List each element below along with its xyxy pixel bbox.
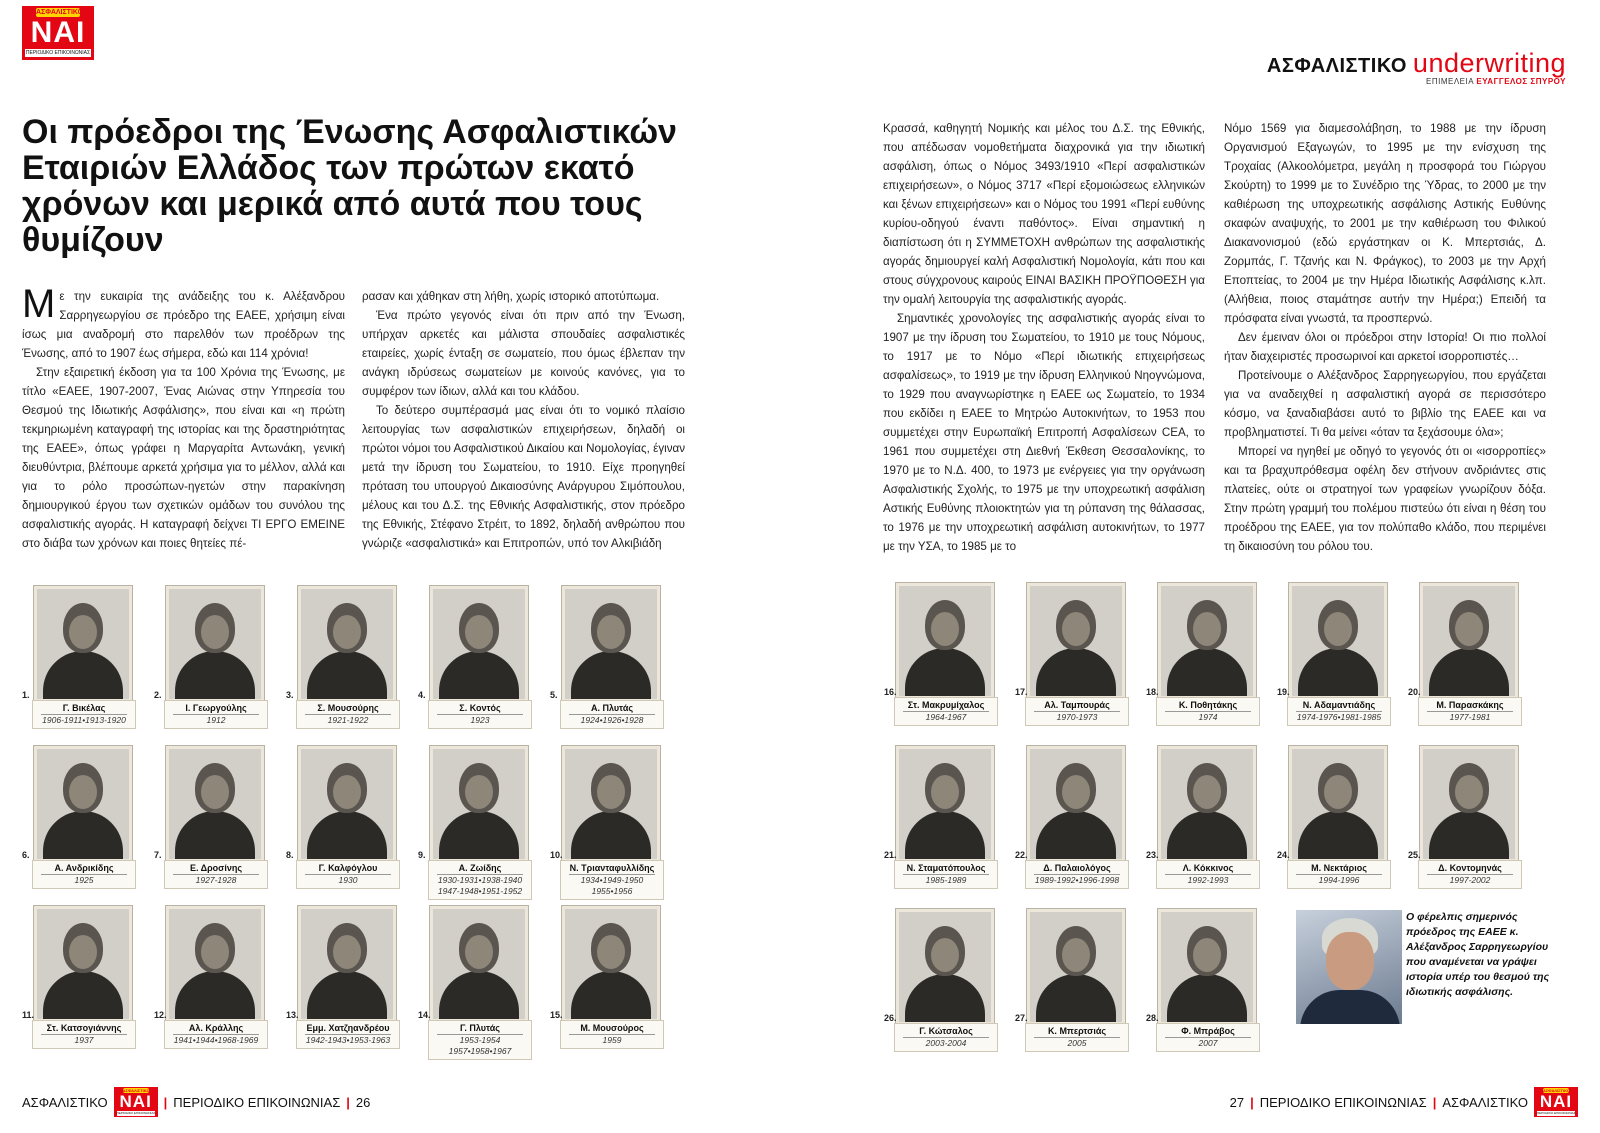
president-portrait [430,906,528,1022]
president-years: 2005 [1067,1038,1087,1048]
president-years: 1912 [206,715,226,725]
president-years: 1959 [602,1035,622,1045]
name-plate [428,860,532,900]
president-card [22,906,150,1064]
president-number: 15. [550,1010,563,1020]
name-plate [1025,697,1129,726]
logo-bottom-text: ΠΕΡΙΟΔΙΚΟ ΕΠΙΚΟΙΝΩΝΙΑΣ [25,50,91,56]
president-name: Φ. Μπράβος [1165,1025,1251,1038]
president-name: Ν. Σταματόπουλος [903,862,989,875]
president-years: 1921-1922 [327,715,369,725]
president-number: 25. [1408,850,1421,860]
footer-subtitle: ΠΕΡΙΟΔΙΚΟ ΕΠΙΚΟΙΝΩΝΙΑΣ [173,1094,341,1110]
president-number: 12. [154,1010,167,1020]
president-card [1015,746,1143,904]
president-portrait [1027,583,1125,699]
photo-caption: Ο φέρελπις σημερινός πρόεδρος της ΕΑΕΕ κ. Αλέξανδρος Σαρρηγεωργίου που αναμένεται να γράψει ιστορία υπέρ του θεσμού της ιδιωτικής ασφάλισης. [1406,911,1550,998]
president-years: 1923 [470,715,490,725]
name-plate [894,860,998,889]
footer-divider: | [163,1094,168,1110]
page-number: 26 [355,1094,371,1110]
president-portrait [1289,746,1387,862]
president-name: Σ. Μουσούρης [305,702,391,715]
president-number: 17. [1015,687,1028,697]
president-number: 4. [418,690,426,700]
president-number: 21. [884,850,897,860]
president-portrait [1420,583,1518,699]
president-card [286,906,414,1064]
president-years: 1930 [338,875,358,885]
president-name: Ν. Τριανταφυλλίδης [569,863,655,873]
president-years: 1997-2002 [1449,875,1491,885]
name-plate [1287,860,1391,889]
logo-main-text: ΝΑΙ [30,16,86,49]
president-card [286,586,414,744]
president-years: 1994-1996 [1318,875,1360,885]
president-name: Γ. Κώτσαλος [903,1025,989,1038]
president-name: Δ. Κοντομηνάς [1427,862,1513,875]
president-portrait [166,586,264,702]
president-card [1277,746,1405,904]
name-plate [1418,860,1522,889]
president-card [418,586,546,744]
president-portrait [166,746,264,862]
name-plate [1025,860,1129,889]
president-years: 1925 [74,875,94,885]
president-years: 1989-1992•1996-1998 [1034,875,1120,885]
president-number: 8. [286,850,294,860]
name-plate [428,1020,532,1060]
president-number: 5. [550,690,558,700]
president-card [550,586,678,744]
editor-credit: ΕΠΙΜΕΛΕΙΑ ΕΥΑΓΓΕΛΟΣ ΣΠΥΡΟΥ [1425,77,1566,86]
president-name: Σ. Κοντός [437,702,523,715]
president-years: 1970-1973 [1056,712,1098,722]
president-card [1146,746,1274,904]
president-years: 2003-2004 [925,1038,967,1048]
president-card [1408,583,1536,741]
name-plate [1418,697,1522,726]
president-card [154,586,282,744]
footer-logo: ΑΣΦΑΛΙΣΤΙΚΟ ΝΑΙ ΠΕΡΙΟΔΙΚΟ ΕΠΙΚΟΙΝΩΝΙΑΣ [1534,1087,1578,1117]
president-card [1408,746,1536,904]
name-plate [560,700,664,729]
president-name: Ν. Αδαμαντιάδης [1296,699,1382,712]
president-name: Αλ. Ταμπουράς [1034,699,1120,712]
president-portrait [430,586,528,702]
name-plate [32,860,136,889]
president-card [418,906,546,1064]
president-card [418,746,546,904]
paragraph: Δεν έμειναν όλοι οι πρόεδροι στην Ιστορία! Οι πιο πολλοί ήταν διαχειριστές προσωρινοί και αρκετοί ισορροπιστές… [1224,331,1546,363]
president-portrait [896,746,994,862]
president-name: Μ. Μουσούρος [569,1022,655,1035]
president-years: 1937 [74,1035,94,1045]
president-portrait [34,906,132,1022]
paragraph: Προτείνουμε ο Αλέξανδρος Σαρρηγεωργίου, που εργάζεται για να αναδειχθεί η ασφαλιστική αγορά σε περισσότερο κόσμο, να ξαναδιαβάσει αυτό το βιβλίο της ΕΑΕΕ και να προβληματιστεί. Τι θα μείνει «όταν τα ξεχάσουμε όλα»; [1224,369,1546,439]
president-portrait [896,909,994,1025]
president-years: 1985-1989 [925,875,967,885]
right-column-2 [1224,119,1546,556]
president-number: 28. [1146,1013,1159,1023]
name-plate [164,860,268,889]
footer-logo: ΑΣΦΑΛΙΣΤΙΚΟ ΝΑΙ ΠΕΡΙΟΔΙΚΟ ΕΠΙΚΟΙΝΩΝΙΑΣ [114,1087,158,1117]
right-column-1 [883,119,1205,556]
president-name: Μ. Παρασκάκης [1427,699,1513,712]
president-portrait [1420,746,1518,862]
president-number: 10. [550,850,563,860]
president-card [1015,909,1143,1067]
president-number: 7. [154,850,162,860]
section-subtitle: underwriting [1412,48,1566,78]
president-card [22,586,150,744]
president-portrait [562,586,660,702]
president-years: 1941•1944•1968-1969 [173,1035,259,1045]
president-number: 20. [1408,687,1421,697]
footer-magazine: ΑΣΦΑΛΙΣΤΙΚΟ [22,1094,108,1110]
name-plate [1156,1023,1260,1052]
president-card [884,909,1012,1067]
president-name: Κ. Ποθητάκης [1165,699,1251,712]
page-number: 27 [1229,1094,1245,1110]
president-name: Δ. Παλαιολόγος [1034,862,1120,875]
president-portrait [1027,909,1125,1025]
president-portrait [1158,583,1256,699]
name-plate [296,700,400,729]
paragraph: Στην εξαιρετική έκδοση για τα 100 Χρόνια της Ένωσης, με τίτλο «ΕΑΕΕ, 1907-2007, Ένας Αιώνας στην Υπηρεσία του Θεσμού της Ιδιωτικής Ασφάλισης», που είναι και «η πρώτη τεκμηριωμένη καταγραφή της ιστορίας και της δραστηριότητας της ΕΑΕΕ», όπως γράφει η Μαργαρίτα Αντωνάκη, γενική διευθύντρια, βλέπουμε αρκετά χρήσιμα για το μέλλον, αλλά και για το ρόλο προσώπων-ηγετών στην παρακίνηση δημιουργικού έργου των σχετικών ομάδων του συνόλου της ασφαλιστικής αγοράς. Η καταγραφή δείχνει ΤΙ ΕΡΓΟ ΕΜΕΙΝΕ στο διάβα των χρόνων και ποιες θητείες πέ- [22,366,345,550]
president-years: 1930-1931•1938-1940 1947-1948•1951-1952 [437,875,523,896]
president-years: 1974-1976•1981-1985 [1296,712,1382,722]
president-portrait [34,586,132,702]
left-column-2 [362,287,685,553]
name-plate [1156,860,1260,889]
president-years: 1992-1993 [1187,875,1229,885]
president-portrait [1289,583,1387,699]
president-card [884,746,1012,904]
president-number: 27. [1015,1013,1028,1023]
president-portrait [298,746,396,862]
president-name: Στ. Κατσογιάννης [41,1022,127,1035]
name-plate [296,860,400,889]
president-portrait [166,906,264,1022]
president-number: 3. [286,690,294,700]
president-number: 1. [22,690,30,700]
president-number: 19. [1277,687,1290,697]
footer-divider: | [1432,1094,1437,1110]
president-number: 2. [154,690,162,700]
president-years: 1953-1954 1957•1958•1967 [448,1035,512,1056]
president-years: 1927-1928 [195,875,237,885]
president-years: 2007 [1198,1038,1218,1048]
paragraph: Κρασσά, καθηγητή Νομικής και μέλος του Δ.Σ. της Εθνικής, που απέδωσαν νομοθετήματα διαχρονικά για την ιδιωτική ασφάλιση, όπως ο Νόμος 3493/1910 «Περί ασφαλιστικών επιχειρήσεων», ο Νόμος 3717 «Περί εξομοιώσεως ελληνικών και ξένων επιχειρήσεων» και ο Νόμος του 1991 «Περί ευθύνης κυρίου-οδηγού έναντι παθόντος». Είναι σημαντική η διαπίστωση ότι η ΣΥΜΜΕΤΟΧΗ ανθρώπων της ασφαλιστικής αγοράς δημιουργεί καλή Ασφαλιστική Νομολογία, κάτι που και στους σύγχρονους καιρούς ΕΙΝΑΙ ΒΑΣΙΚΗ ΠΡΟΫΠΟΘΕΣΗ για την ομαλή λειτουργία της ασφαλιστικής αγοράς. [883,122,1205,306]
president-name: Α. Ανδρικίδης [41,862,127,875]
president-card [1146,583,1274,741]
president-years: 1974 [1198,712,1218,722]
right-page [800,0,1600,1133]
president-portrait [562,906,660,1022]
president-portrait [1158,909,1256,1025]
president-portrait [34,746,132,862]
president-card [154,746,282,904]
name-plate [32,1020,136,1049]
article-title: Οι πρόεδροι της Ένωσης Ασφαλιστικών Εταιριών Ελλάδος των πρώτων εκατό χρόνων και μερικά από αυτά που τους θυμίζουν [22,113,677,259]
president-card [550,746,678,904]
president-number: 24. [1277,850,1290,860]
paragraph: Με την ευκαιρία της ανάδειξης του κ. Αλέξανδρου Σαρρηγεωργίου σε πρόεδρο της ΕΑΕΕ, χρήσιμη είναι ίσως μια αναδρομή στο παρελθόν των προέδρων της Ένωσης, από το 1907 έως σήμερα, εδώ και 114 χρόνια! [22,282,345,360]
president-name: Α. Ζωίδης [437,862,523,875]
magazine-logo [22,6,94,60]
president-name: Κ. Μπερτσιάς [1034,1025,1120,1038]
president-name: Ε. Δροσίνης [173,862,259,875]
name-plate [560,1020,664,1049]
name-plate [1287,697,1391,726]
president-card [1015,583,1143,741]
president-portrait [298,586,396,702]
president-portrait [430,746,528,862]
paragraph: Το δεύτερο συμπέρασμά μας είναι ότι το νομικό πλαίσιο λειτουργίας των ασφαλιστικών επιχειρήσεων, δηλαδή οι πρώτοι νόμοι του Ασφαλιστικού Δικαίου και Νομολογίας, έγιναν μετά την ίδρυση του Σωματείου, το 1910. Είχε προηγηθεί πρόταση του υπουργού Δικαιοσύνης Ανάργυρου Σιμόπουλου, μέλους και του Δ.Σ. της Εθνικής Ασφαλιστικής, στον πρόεδρο της Εθνικής, Στέφανο Στρέιτ, το 1892, δηλαδή ανθρώπου που γνώριζε «ασφαλιστικά» και Επιτροπών, υπό τον Αλκιβιάδη [362,404,685,550]
president-name: Γ. Βικέλας [41,702,127,715]
name-plate [296,1020,400,1049]
footer-divider: | [1250,1094,1254,1110]
president-card [22,746,150,904]
president-card [154,906,282,1064]
president-number: 22. [1015,850,1028,860]
president-years: 1906-1911•1913-1920 [42,715,126,725]
president-name: Γ. Καλφόγλου [305,862,391,875]
president-number: 14. [418,1010,431,1020]
logo-top-text: ΑΣΦΑΛΙΣΤΙΚΟ [36,9,84,16]
president-name: Εμμ. Χατζηανδρέου [306,1023,390,1033]
president-years: 1934•1949-1950 1955•1956 [580,875,644,896]
president-number: 23. [1146,850,1159,860]
president-portrait [896,583,994,699]
name-plate [164,700,268,729]
president-number: 26. [884,1013,897,1023]
name-plate [1156,697,1260,726]
president-card [1277,583,1405,741]
name-plate [164,1020,268,1049]
paragraph: Ένα πρώτο γεγονός είναι ότι πριν από την Ένωση, υπήρχαν αρκετές και μάλιστα σπουδαίες ασφαλιστικές εταιρείες, χωρίς ένταξη σε σωματείο, που όμως έβλεπαν την ανάγκη ιδρύσεως σωματείων με κοινούς κανόνες, για το συμφέρον των ίδιων, αλλά και του κλάδου. [362,309,685,398]
president-number: 18. [1146,687,1159,697]
section-header [1267,48,1566,86]
president-name: Γ. Πλυτάς [437,1022,523,1035]
paragraph: Νόμο 1569 για διαμεσολάβηση, το 1988 με την ίδρυση Οργανισμού Εξαγωγών, το 1995 με την ενίσχυση της Τροχαίας (Αλκοολόμετρα, μεγάλη η προσφορά του Γιώργου Σκούρτη) το 1999 με το Συνέδριο της Ύδρας, το 2000 με την καθιέρωση της υποχρεωτικής ασφάλισης Αστικής Ευθύνης σκαφών αναψυχής, το 2001 με την καθιέρωση του Φιλικού Διακανονισμού (εδώ εργάστηκαν οι Κ. Μπερτσιάς, Δ. Ζορμπάς, Γ. Τζανής και Ν. Φράγκος), το 2003 με την Αρχή Εποπτείας, το 2004 με την Ημέρα Ιδιωτικής Ασφάλισης κ.λπ. (Αλήθεια, ποιος σταμάτησε αυτήν την Ημέρα;) Επειδή τα πρόσφατα είναι γνωστά, τα προσπερνώ. [1224,122,1546,325]
name-plate [428,700,532,729]
president-card [884,583,1012,741]
footer-divider: | [346,1094,350,1110]
president-portrait [1027,746,1125,862]
president-name: Μ. Νεκτάριος [1296,862,1382,875]
footer-left [22,1087,370,1117]
footer-subtitle: ΠΕΡΙΟΔΙΚΟ ΕΠΙΚΟΙΝΩΝΙΑΣ [1259,1094,1427,1110]
president-number: 6. [22,850,30,860]
president-portrait [562,746,660,862]
president-name: Α. Πλυτάς [569,702,655,715]
president-years: 1942-1943•1953-1963 [305,1035,391,1045]
president-portrait [298,906,396,1022]
president-years: 1977-1981 [1449,712,1491,722]
president-number: 16. [884,687,897,697]
name-plate [32,700,136,729]
name-plate [1025,1023,1129,1052]
president-portrait [1158,746,1256,862]
president-years: 1924•1926•1928 [580,715,644,725]
drop-cap: Μ [22,282,56,326]
president-years: 1964-1967 [925,712,967,722]
current-president-photo [1296,910,1402,1024]
president-card [1146,909,1274,1067]
name-plate [560,860,664,900]
president-card [286,746,414,904]
name-plate [894,697,998,726]
president-number: 9. [418,850,426,860]
paragraph: Μπορεί να ηγηθεί με οδηγό το γεγονός ότι οι «ισορροπίες» και τα βραχυπρόθεσμα οφέλη δεν στήνουν ανδριάντες στις πλατείες, ούτε οι στρατηγοί των γραφείων γνωρίζουν δόξα. Στην πρώτη γραμμή του πολέμου πιστεύω ότι είναι η θέση του προέδρου της ΕΑΕΕ, για τον πολύπαθο κλάδο, που περιμένει τη δικαιοσύνη του ρόλου του. [1224,445,1546,553]
president-name: Στ. Μακρυμίχαλος [903,699,989,712]
section-name: ΑΣΦΑΛΙΣΤΙΚΟ [1266,55,1407,77]
paragraph: Σημαντικές χρονολογίες της ασφαλιστικής αγοράς είναι το 1907 με την ίδρυση του Σωματείου, το 1910 με τους Νόμους, το 1917 με το Νόμο «Περί ιδιωτικής επιχειρήσεως ασφαλίσεως», το 1919 με την ίδρυση Ελληνικού Νηογνώμονα, το 1929 που αναγνωρίστηκε η ΕΑΕΕ ως Σωματείο, το 1934 που εκδίδει η ΕΑΕΕ το Μητρώο Αυτοκινήτων, το 1953 που συμμετέχει στην Ευρωπαϊκή Επιτροπή Ασφαλίσεων CEA, το 1961 που συμμετέχει στη Διεθνή Έκθεση Θεσσαλονίκης, το 1970 με το Ν.Δ. 400, το 1973 με ενέργειες για την οργάνωση Ασφαλιστικής Σχολής, το 1975 με την υποχρεωτική ασφάλιση Αστικής Ευθύνης πλοιοκτητών για τη ρύπανση της θάλασσας, το 1976 με την υποχρεωτική ασφάλιση αυτοκινήτων, το 1977 με την ΥΣΑ, το 1985 με το [883,312,1205,553]
president-card [550,906,678,1064]
president-number: 13. [286,1010,299,1020]
president-name: Λ. Κόκκινος [1165,862,1251,875]
president-name: Αλ. Κράλλης [173,1022,259,1035]
left-column-1 [22,282,345,553]
footer-right [1230,1087,1578,1117]
president-number: 11. [22,1010,35,1020]
name-plate [894,1023,998,1052]
president-name: Ι. Γεωργούλης [173,702,259,715]
paragraph: ρασαν και χάθηκαν στη λήθη, χωρίς ιστορικό αποτύπωμα. [362,290,660,303]
footer-magazine: ΑΣΦΑΛΙΣΤΙΚΟ [1442,1094,1528,1110]
